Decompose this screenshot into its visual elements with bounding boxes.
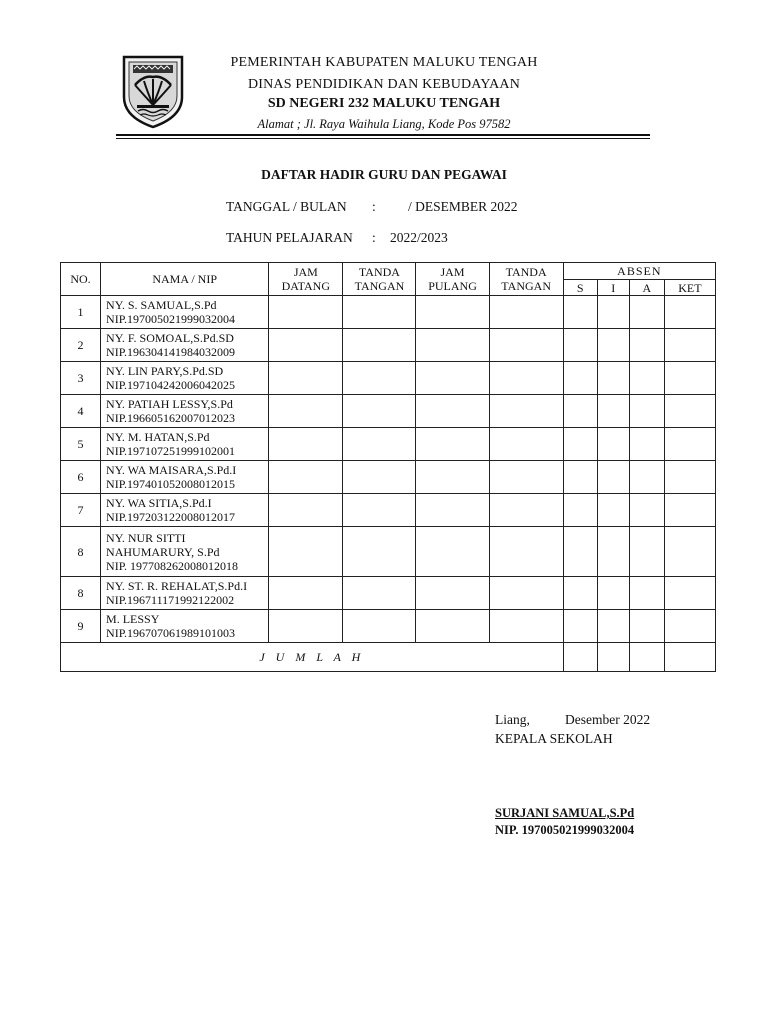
absen-s-cell xyxy=(563,362,597,395)
row-name: NY. LIN PARY,S.Pd.SD xyxy=(106,364,224,378)
header-divider-thin xyxy=(116,138,650,139)
absen-a-cell xyxy=(629,461,664,494)
absen-a-cell xyxy=(629,362,664,395)
table-row xyxy=(61,494,716,527)
row-number: 9 xyxy=(61,610,101,643)
absen-s-cell xyxy=(563,329,597,362)
row-name: NY. PATIAH LESSY,S.Pd xyxy=(106,397,233,411)
tanda-tangan-pulang-cell xyxy=(489,329,563,362)
col-header-tanda-tangan-pulang xyxy=(489,263,563,296)
absen-i-cell xyxy=(597,329,629,362)
row-nip: NIP.196304141984032009 xyxy=(106,345,236,359)
jam-pulang-cell xyxy=(416,296,489,329)
jam-datang-cell xyxy=(269,362,343,395)
jam-datang-cell xyxy=(269,527,343,577)
header-line: TANDA xyxy=(505,265,547,279)
col-header-jam-datang xyxy=(269,263,343,296)
table-row xyxy=(61,362,716,395)
absen-i-cell xyxy=(597,527,629,577)
absen-s-cell xyxy=(563,395,597,428)
date-value: / DESEMBER 2022 xyxy=(408,199,518,214)
document-title: DAFTAR HADIR GURU DAN PEGAWAI xyxy=(261,167,507,182)
header-government: PEMERINTAH KABUPATEN MALUKU TENGAH xyxy=(230,55,538,70)
col-header-absen-i: I xyxy=(597,280,629,296)
table-row xyxy=(61,395,716,428)
jam-pulang-cell xyxy=(416,428,489,461)
col-header-nama-nip: NAMA / NIP xyxy=(101,263,269,296)
absen-i-cell xyxy=(597,494,629,527)
col-header-no: NO. xyxy=(61,263,101,296)
table-row xyxy=(61,461,716,494)
header-line: TANDA xyxy=(358,265,400,279)
col-header-absen: ABSEN xyxy=(563,263,715,280)
absen-i-cell xyxy=(597,296,629,329)
absen-a-cell xyxy=(629,494,664,527)
row-name-nip xyxy=(101,329,269,362)
row-number: 7 xyxy=(61,494,101,527)
jam-datang-cell xyxy=(269,329,343,362)
absen-s-cell xyxy=(563,577,597,610)
row-nip: NIP.197401052008012015 xyxy=(106,477,236,491)
jumlah-label: J U M L A H xyxy=(61,643,564,672)
jam-datang-cell xyxy=(269,577,343,610)
row-nip: NIP.197104242006042025 xyxy=(106,378,236,392)
tanda-tangan-pulang-cell xyxy=(489,395,563,428)
col-header-absen-a: A xyxy=(629,280,664,296)
row-number: 2 xyxy=(61,329,101,362)
signature-place: Liang, xyxy=(495,712,530,727)
absen-ket-cell xyxy=(664,494,715,527)
tanda-tangan-datang-cell xyxy=(343,527,416,577)
absen-i-cell xyxy=(597,577,629,610)
absen-i-cell xyxy=(597,461,629,494)
row-name-nip xyxy=(101,527,269,577)
jumlah-a-cell xyxy=(629,643,664,672)
tanda-tangan-pulang-cell xyxy=(489,577,563,610)
absen-s-cell xyxy=(563,428,597,461)
table-row xyxy=(61,329,716,362)
tanda-tangan-datang-cell xyxy=(343,296,416,329)
table-row xyxy=(61,296,716,329)
absen-a-cell xyxy=(629,395,664,428)
absen-a-cell xyxy=(629,527,664,577)
jumlah-s-cell xyxy=(563,643,597,672)
absen-a-cell xyxy=(629,329,664,362)
header-department: DINAS PENDIDIKAN DAN KEBUDAYAAN xyxy=(247,77,521,92)
school-year-label: TAHUN PELAJARAN xyxy=(226,230,353,245)
row-number: 8 xyxy=(61,527,101,577)
tanda-tangan-pulang-cell xyxy=(489,461,563,494)
jumlah-ket-cell xyxy=(664,643,715,672)
absen-ket-cell xyxy=(664,428,715,461)
col-header-tanda-tangan-datang xyxy=(343,263,416,296)
tanda-tangan-datang-cell xyxy=(343,461,416,494)
header-line: JAM xyxy=(293,265,318,279)
row-name-nip xyxy=(101,428,269,461)
header-line: TANGAN xyxy=(501,279,551,293)
absen-a-cell xyxy=(629,296,664,329)
absen-s-cell xyxy=(563,461,597,494)
signature-name: SURJANI SAMUAL,S.Pd xyxy=(495,806,635,820)
row-nip: NIP.196711171992122002 xyxy=(106,593,235,607)
signature-position: KEPALA SEKOLAH xyxy=(495,731,613,746)
attendance-table xyxy=(60,262,716,672)
absen-ket-cell xyxy=(664,296,715,329)
row-name-nip xyxy=(101,577,269,610)
signature-place-date xyxy=(495,712,651,728)
absen-i-cell xyxy=(597,610,629,643)
row-name-nip xyxy=(101,610,269,643)
row-nip: NIP.196605162007012023 xyxy=(106,411,236,425)
jam-pulang-cell xyxy=(416,461,489,494)
absen-ket-cell xyxy=(664,527,715,577)
tanda-tangan-pulang-cell xyxy=(489,428,563,461)
absen-a-cell xyxy=(629,610,664,643)
row-number: 3 xyxy=(61,362,101,395)
absen-i-cell xyxy=(597,395,629,428)
header-address: Alamat ; Jl. Raya Waihula Liang, Kode Pos 97582 xyxy=(257,117,511,131)
row-name-nip xyxy=(101,296,269,329)
tanda-tangan-datang-cell xyxy=(343,395,416,428)
row-nip: NIP.197107251999102001 xyxy=(106,444,236,458)
col-header-absen-s: S xyxy=(563,280,597,296)
table-row xyxy=(61,428,716,461)
row-name: NY. WA MAISARA,S.Pd.I xyxy=(106,463,237,477)
col-header-absen-ket: KET xyxy=(664,280,715,296)
tanda-tangan-datang-cell xyxy=(343,329,416,362)
header-school-name: SD NEGERI 232 MALUKU TENGAH xyxy=(267,96,501,111)
jumlah-i-cell xyxy=(597,643,629,672)
tanda-tangan-datang-cell xyxy=(343,428,416,461)
jam-datang-cell xyxy=(269,610,343,643)
header-divider-thick xyxy=(116,134,650,136)
date-separator: : xyxy=(372,199,376,214)
absen-a-cell xyxy=(629,577,664,610)
row-number: 5 xyxy=(61,428,101,461)
row-number: 1 xyxy=(61,296,101,329)
row-number: 8 xyxy=(61,577,101,610)
jam-datang-cell xyxy=(269,428,343,461)
absen-ket-cell xyxy=(664,577,715,610)
absen-s-cell xyxy=(563,610,597,643)
col-header-jam-pulang xyxy=(416,263,489,296)
header-line: TANGAN xyxy=(354,279,405,293)
table-row xyxy=(61,577,716,610)
jam-datang-cell xyxy=(269,296,343,329)
row-nip: NIP. 197708262008012018 xyxy=(106,558,239,573)
school-year-value: 2022/2023 xyxy=(390,230,448,245)
absen-ket-cell xyxy=(664,362,715,395)
absen-a-cell xyxy=(629,428,664,461)
date-label: TANGGAL / BULAN xyxy=(226,199,347,214)
absen-s-cell xyxy=(563,494,597,527)
tanda-tangan-pulang-cell xyxy=(489,362,563,395)
header-line: JAM xyxy=(440,265,465,279)
header-line: DATANG xyxy=(281,279,331,293)
row-name: NY. WA SITIA,S.Pd.I xyxy=(106,496,212,510)
row-name: NY. M. HATAN,S.Pd xyxy=(106,430,210,444)
jam-pulang-cell xyxy=(416,610,489,643)
jam-pulang-cell xyxy=(416,395,489,428)
row-name: NY. S. SAMUAL,S.Pd xyxy=(106,298,217,312)
tanda-tangan-pulang-cell xyxy=(489,296,563,329)
jam-pulang-cell xyxy=(416,494,489,527)
table-row xyxy=(61,610,716,643)
row-name-nip xyxy=(101,395,269,428)
absen-ket-cell xyxy=(664,329,715,362)
signature-date: Desember 2022 xyxy=(565,712,651,727)
jam-datang-cell xyxy=(269,494,343,527)
row-name: NY. F. SOMOAL,S.Pd.SD xyxy=(106,331,234,345)
row-name: NAHUMARURY, S.Pd xyxy=(106,544,220,559)
absen-ket-cell xyxy=(664,610,715,643)
absen-ket-cell xyxy=(664,461,715,494)
signature-nip: NIP. 197005021999032004 xyxy=(495,823,635,837)
row-name: M. LESSY xyxy=(106,612,160,626)
absen-s-cell xyxy=(563,527,597,577)
jam-pulang-cell xyxy=(416,527,489,577)
jam-datang-cell xyxy=(269,395,343,428)
absen-ket-cell xyxy=(664,395,715,428)
tanda-tangan-datang-cell xyxy=(343,362,416,395)
tanda-tangan-datang-cell xyxy=(343,610,416,643)
jam-datang-cell xyxy=(269,461,343,494)
row-nip: NIP.197005021999032004 xyxy=(106,312,236,326)
absen-s-cell xyxy=(563,296,597,329)
tanda-tangan-datang-cell xyxy=(343,494,416,527)
absen-i-cell xyxy=(597,362,629,395)
row-name-nip xyxy=(101,494,269,527)
jam-pulang-cell xyxy=(416,329,489,362)
jam-pulang-cell xyxy=(416,577,489,610)
row-name: NY. ST. R. REHALAT,S.Pd.I xyxy=(106,579,248,593)
tanda-tangan-datang-cell xyxy=(343,577,416,610)
row-nip: NIP.197203122008012017 xyxy=(106,510,236,524)
tanda-tangan-pulang-cell xyxy=(489,527,563,577)
row-nip: NIP.196707061989101003 xyxy=(106,626,236,640)
row-name: NY. NUR SITTI xyxy=(106,530,186,545)
table-row xyxy=(61,527,716,577)
header-line: PULANG xyxy=(428,279,477,293)
tanda-tangan-pulang-cell xyxy=(489,494,563,527)
jam-pulang-cell xyxy=(416,362,489,395)
row-number: 6 xyxy=(61,461,101,494)
row-number: 4 xyxy=(61,395,101,428)
row-name-nip xyxy=(101,461,269,494)
tanda-tangan-pulang-cell xyxy=(489,610,563,643)
row-name-nip xyxy=(101,362,269,395)
school-year-separator: : xyxy=(372,230,376,245)
absen-i-cell xyxy=(597,428,629,461)
